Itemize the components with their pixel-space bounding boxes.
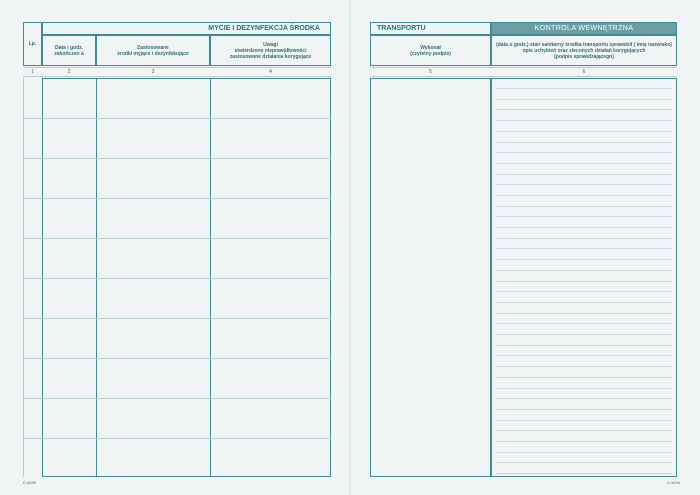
column-number-3: 3 bbox=[151, 69, 155, 75]
inspection-column bbox=[491, 78, 677, 477]
writing-line bbox=[496, 99, 672, 100]
right-page bbox=[350, 0, 700, 495]
row-line bbox=[23, 158, 331, 159]
writing-line bbox=[496, 195, 672, 196]
writing-line bbox=[496, 388, 672, 389]
row-line bbox=[23, 318, 331, 319]
writing-line bbox=[496, 184, 672, 185]
writing-line bbox=[496, 313, 672, 314]
section-title-text: MYCIE I DEZYNFEKCJA ŚRODKA bbox=[208, 25, 320, 32]
writing-line bbox=[496, 131, 672, 132]
column-number-1: 1 bbox=[31, 69, 34, 75]
control-title-text: KONTROLA WEWNĘTRZNA bbox=[534, 25, 634, 32]
writing-line bbox=[496, 109, 672, 110]
number-row-bottom bbox=[23, 76, 331, 77]
writing-line bbox=[496, 142, 672, 143]
footer-code-right: D a096 bbox=[667, 480, 680, 485]
writing-line bbox=[496, 366, 672, 367]
writing-line bbox=[496, 452, 672, 453]
section-title-transport bbox=[370, 22, 491, 35]
number-row-top bbox=[370, 67, 677, 68]
writing-line bbox=[496, 430, 672, 431]
row-line bbox=[23, 358, 331, 359]
writing-line bbox=[496, 270, 672, 271]
writing-line bbox=[496, 152, 672, 153]
writing-line bbox=[496, 462, 672, 463]
lp-label: Lp. bbox=[28, 41, 37, 47]
column-number-2: 2 bbox=[67, 69, 71, 75]
writing-line bbox=[496, 259, 672, 260]
writing-line bbox=[496, 174, 672, 175]
writing-line bbox=[496, 238, 672, 239]
column-number-6: 6 bbox=[582, 69, 586, 75]
writing-line bbox=[496, 163, 672, 164]
writing-line bbox=[496, 248, 672, 249]
writing-line bbox=[496, 216, 672, 217]
row-line bbox=[23, 198, 331, 199]
writing-line bbox=[496, 441, 672, 442]
writing-line bbox=[496, 206, 672, 207]
writing-line bbox=[496, 377, 672, 378]
column-number-4: 4 bbox=[269, 69, 272, 75]
row-line bbox=[23, 278, 331, 279]
writing-line bbox=[496, 420, 672, 421]
writing-line bbox=[496, 88, 672, 89]
row-line bbox=[23, 238, 331, 239]
writing-line bbox=[496, 334, 672, 335]
writing-line bbox=[496, 120, 672, 121]
column-number-5: 5 bbox=[429, 69, 432, 75]
row-line bbox=[23, 398, 331, 399]
writing-line bbox=[496, 281, 672, 282]
transport-title-text: TRANSPORTU bbox=[377, 25, 426, 32]
writing-line bbox=[496, 409, 672, 410]
writing-line bbox=[496, 473, 672, 474]
section-title-control bbox=[491, 22, 677, 35]
section-title-mycie bbox=[42, 22, 331, 35]
writing-line bbox=[496, 355, 672, 356]
column-header-remarks: Uwagi stwierdzone nieprawidłowości zastosowane działania korygujące bbox=[210, 35, 331, 66]
page-gutter bbox=[349, 0, 351, 495]
column-header-agents: Zastosowane środki myjące i dezynfekujące bbox=[96, 35, 210, 66]
column-header-date: Data i godz. zakończen a bbox=[42, 35, 96, 66]
row-line bbox=[23, 438, 331, 439]
writing-line bbox=[496, 345, 672, 346]
writing-line bbox=[496, 302, 672, 303]
row-line bbox=[23, 118, 331, 119]
number-row-top bbox=[23, 67, 331, 68]
writing-line bbox=[496, 227, 672, 228]
writing-line bbox=[496, 323, 672, 324]
signature-column bbox=[370, 78, 491, 477]
number-row-bottom bbox=[370, 76, 677, 77]
column-header-inspection: (data o godz.) stan sanitarny środka transportu sprawdził ( imię nazwisko) opis uchybień oraz zleconych działań korygujących (podpis sprawdzającego) bbox=[491, 35, 677, 66]
writing-line bbox=[496, 398, 672, 399]
column-header-signed: Wykonał (czytelny podpis) bbox=[370, 35, 491, 66]
footer-code-left: D a096 bbox=[23, 480, 36, 485]
writing-line bbox=[496, 291, 672, 292]
